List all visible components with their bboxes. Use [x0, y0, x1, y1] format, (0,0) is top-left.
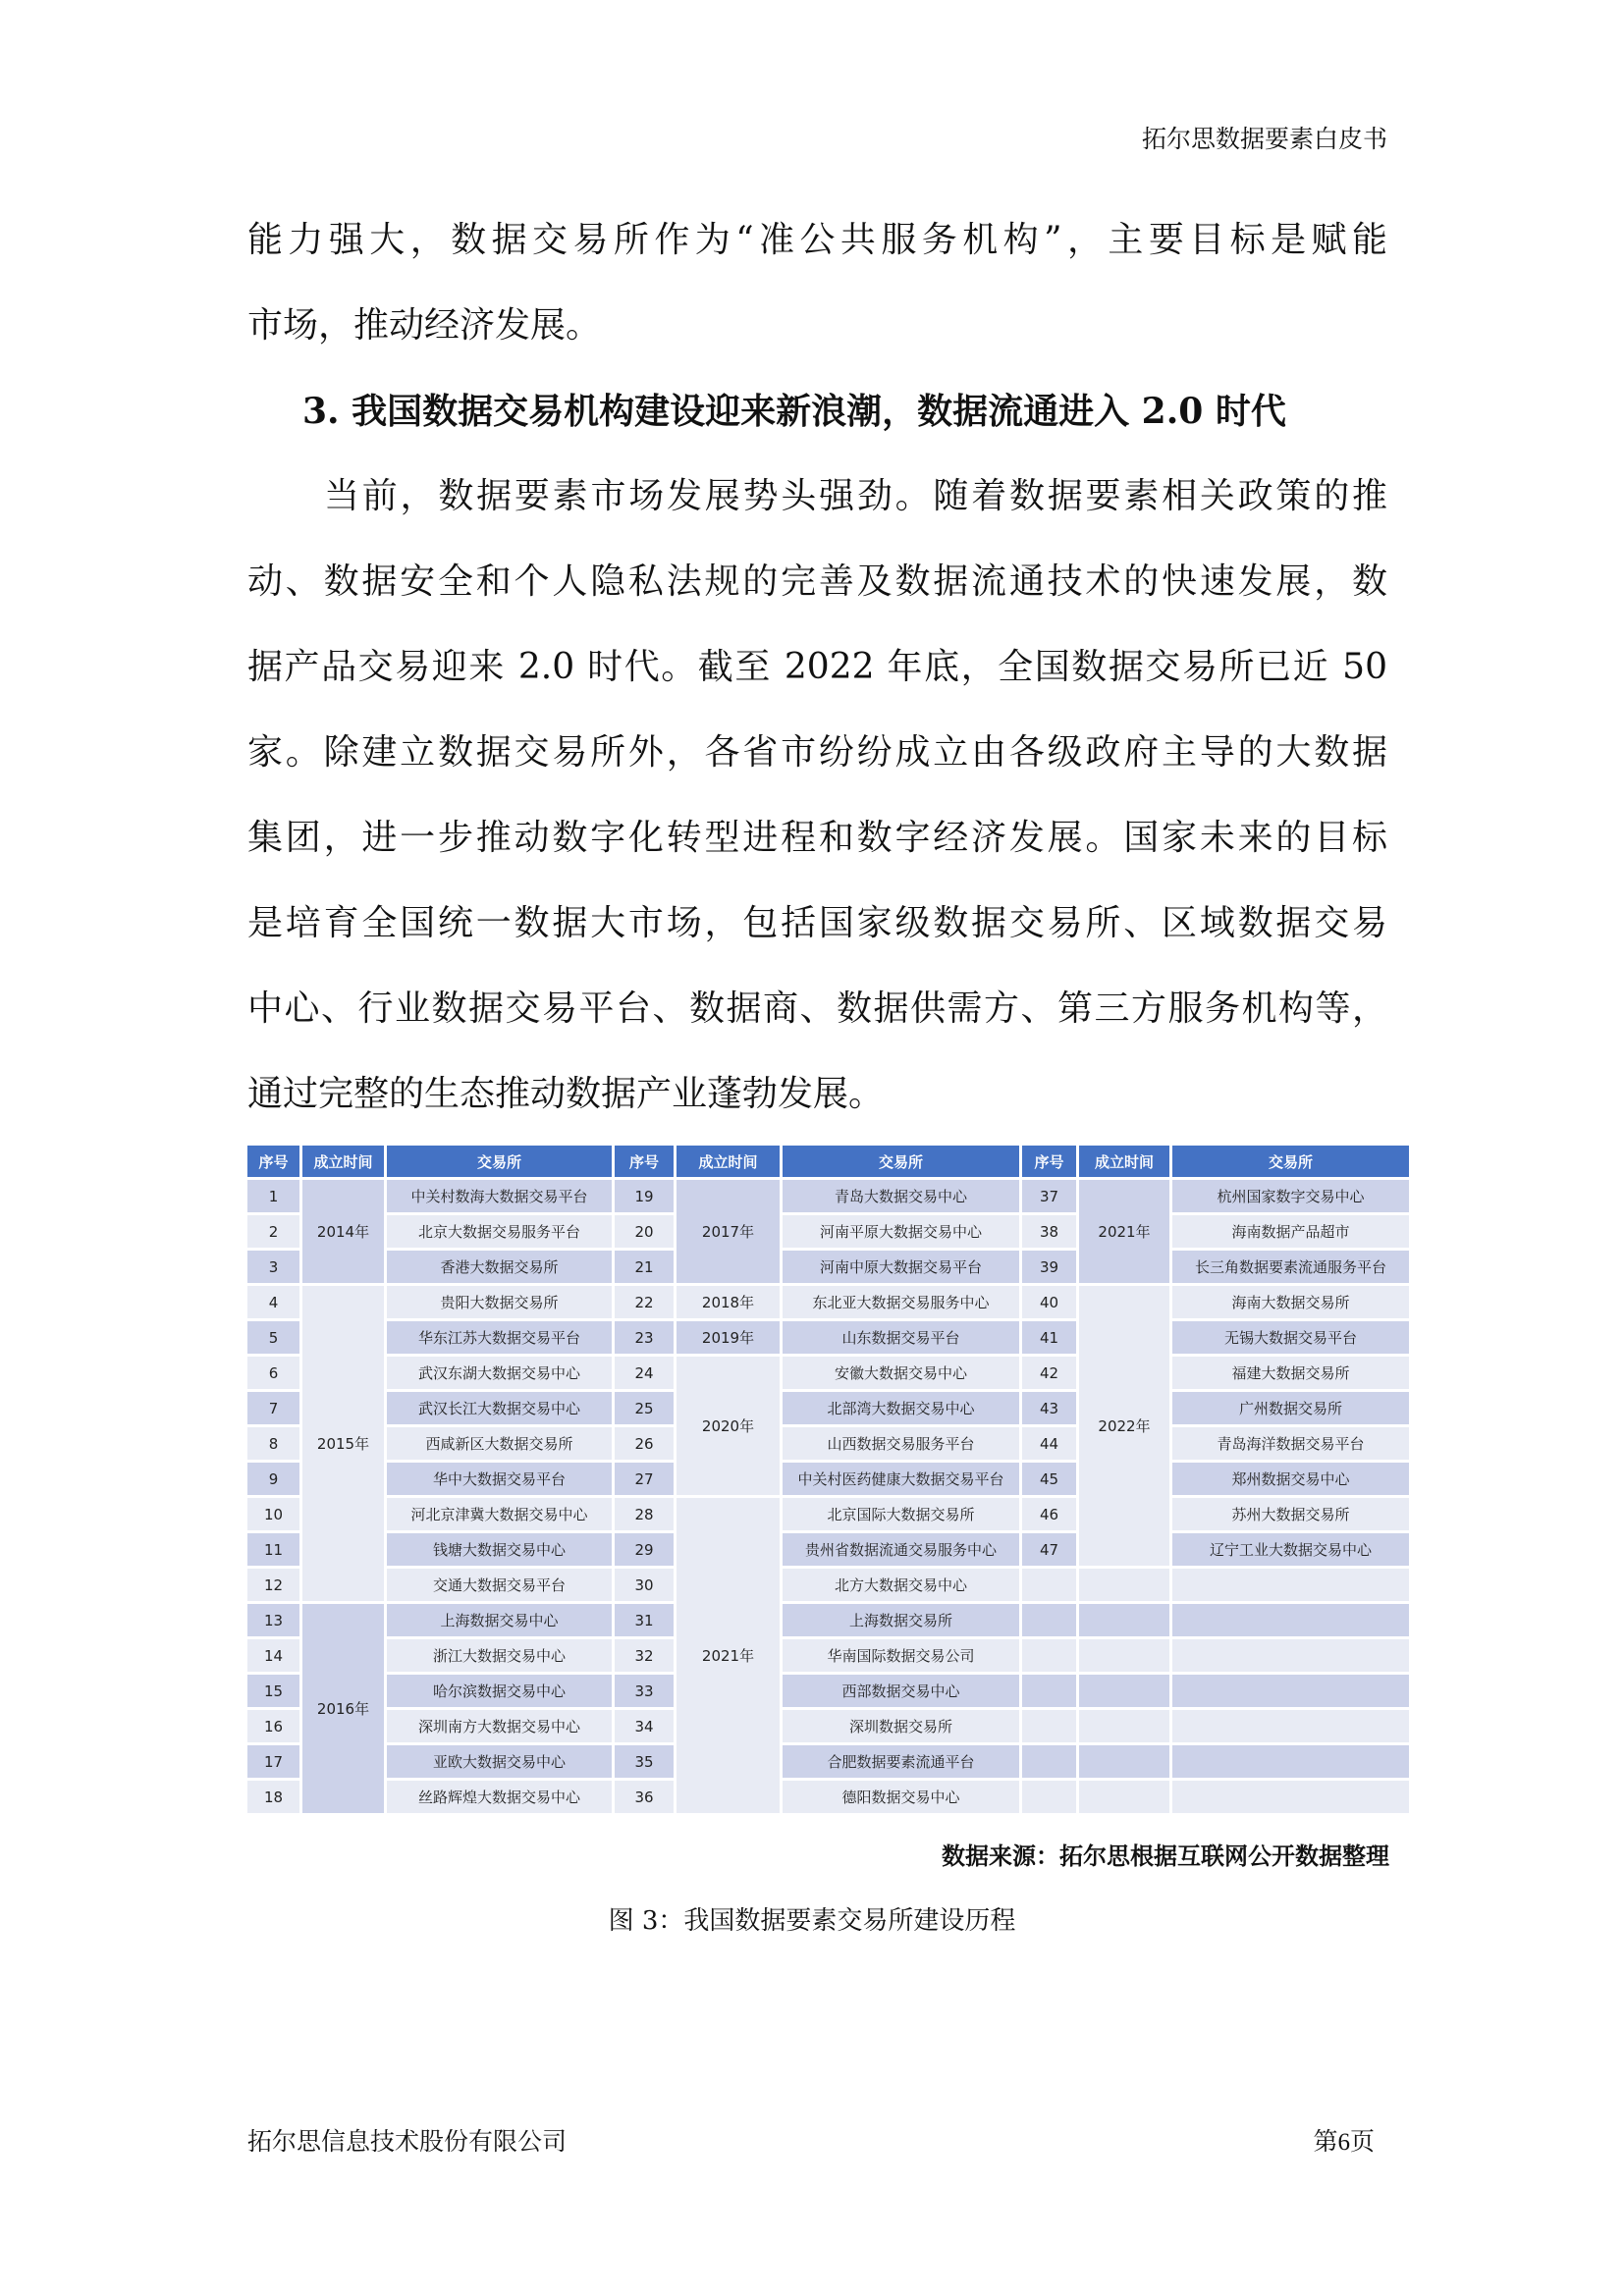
row-number: 6 [247, 1357, 299, 1389]
exchange-name: 海南大数据交易所 [1172, 1286, 1409, 1318]
exchange-name: 北部湾大数据交易中心 [783, 1392, 1019, 1424]
table-row [247, 1781, 1409, 1813]
paragraph-line: 市场，推动经济发展。 [247, 305, 602, 346]
founded-year: 2017年 [677, 1180, 780, 1283]
table-row [247, 1321, 1409, 1354]
header-no: 序号 [1022, 1146, 1076, 1177]
exchange-name: 安徽大数据交易中心 [783, 1357, 1019, 1389]
exchange-name: 长三角数据要素流通服务平台 [1172, 1251, 1409, 1283]
row-number: 19 [615, 1180, 674, 1212]
exchange-name: 浙江大数据交易中心 [387, 1639, 612, 1672]
founded-year-empty [1079, 1569, 1169, 1601]
exchange-name: 交通大数据交易平台 [387, 1569, 612, 1601]
exchange-name: 河南平原大数据交易中心 [783, 1215, 1019, 1248]
exchange-name: 合肥数据要素流通平台 [783, 1745, 1019, 1778]
row-number: 25 [615, 1392, 674, 1424]
exchange-name [1172, 1675, 1409, 1707]
paragraph-line: 是培育全国统一数据大市场，包括国家级数据交易所、区域数据交易 [247, 903, 1387, 943]
table-row [247, 1392, 1409, 1424]
row-number: 42 [1022, 1357, 1076, 1389]
exchange-name: 无锡大数据交易平台 [1172, 1321, 1409, 1354]
row-number: 40 [1022, 1286, 1076, 1318]
paragraph-line: 据产品交易迎来 2.0 时代。截至 2022 年底，全国数据交易所已近 50 [247, 647, 1387, 687]
row-number [1022, 1569, 1076, 1601]
exchange-name: 华中大数据交易平台 [387, 1463, 612, 1495]
exchange-name: 杭州国家数字交易中心 [1172, 1180, 1409, 1212]
header-exchange: 交易所 [1172, 1146, 1409, 1177]
row-number: 44 [1022, 1427, 1076, 1460]
table-row [247, 1357, 1409, 1389]
founded-year-empty [1079, 1604, 1169, 1636]
founded-year-empty [1079, 1710, 1169, 1742]
row-number: 27 [615, 1463, 674, 1495]
founded-year: 2021年 [1079, 1180, 1169, 1283]
row-number: 20 [615, 1215, 674, 1248]
row-number: 12 [247, 1569, 299, 1601]
exchange-name: 哈尔滨数据交易中心 [387, 1675, 612, 1707]
exchange-name: 华东江苏大数据交易平台 [387, 1321, 612, 1354]
founded-year: 2016年 [302, 1604, 384, 1813]
exchange-name: 中关村数海大数据交易平台 [387, 1180, 612, 1212]
table-row [247, 1569, 1409, 1601]
row-number: 45 [1022, 1463, 1076, 1495]
footer-company: 拓尔思信息技术股份有限公司 [247, 2129, 568, 2156]
row-number: 24 [615, 1357, 674, 1389]
row-number: 34 [615, 1710, 674, 1742]
header-no: 序号 [615, 1146, 674, 1177]
header-date: 成立时间 [677, 1146, 780, 1177]
header-exchange: 交易所 [387, 1146, 612, 1177]
paragraph-line: 家。除建立数据交易所外，各省市纷纷成立由各级政府主导的大数据 [247, 732, 1387, 773]
table-row [247, 1533, 1409, 1566]
header-exchange: 交易所 [783, 1146, 1019, 1177]
exchange-name [1172, 1639, 1409, 1672]
row-number: 33 [615, 1675, 674, 1707]
exchange-name: 亚欧大数据交易中心 [387, 1745, 612, 1778]
exchange-name: 青岛海洋数据交易平台 [1172, 1427, 1409, 1460]
paragraph-line: 通过完整的生态推动数据产业蓬勃发展。 [247, 1074, 885, 1114]
exchange-name: 北京大数据交易服务平台 [387, 1215, 612, 1248]
exchange-name [1172, 1745, 1409, 1778]
exchange-name: 中关村医药健康大数据交易平台 [783, 1463, 1019, 1495]
header-date: 成立时间 [302, 1146, 384, 1177]
founded-year: 2021年 [677, 1498, 780, 1813]
exchange-name: 山东数据交易平台 [783, 1321, 1019, 1354]
row-number: 7 [247, 1392, 299, 1424]
exchange-name [1172, 1569, 1409, 1601]
row-number: 29 [615, 1533, 674, 1566]
exchange-name: 深圳南方大数据交易中心 [387, 1710, 612, 1742]
table-row [247, 1463, 1409, 1495]
running-header: 拓尔思数据要素白皮书 [1141, 127, 1387, 153]
exchange-name: 香港大数据交易所 [387, 1251, 612, 1283]
row-number: 41 [1022, 1321, 1076, 1354]
exchange-name: 广州数据交易所 [1172, 1392, 1409, 1424]
exchange-name [1172, 1710, 1409, 1742]
exchange-name: 上海数据交易中心 [387, 1604, 612, 1636]
exchange-name: 海南数据产品超市 [1172, 1215, 1409, 1248]
row-number: 11 [247, 1533, 299, 1566]
table-header-row [247, 1146, 1409, 1177]
founded-year: 2022年 [1079, 1286, 1169, 1566]
table-row [247, 1675, 1409, 1707]
row-number: 17 [247, 1745, 299, 1778]
row-number [1022, 1604, 1076, 1636]
row-number: 28 [615, 1498, 674, 1530]
row-number: 46 [1022, 1498, 1076, 1530]
row-number: 9 [247, 1463, 299, 1495]
exchange-name: 北方大数据交易中心 [783, 1569, 1019, 1601]
paragraph-line: 能力强大，数据交易所作为“准公共服务机构”，主要目标是赋能 [247, 220, 1387, 260]
table-row [247, 1498, 1409, 1530]
exchange-name: 贵阳大数据交易所 [387, 1286, 612, 1318]
row-number: 23 [615, 1321, 674, 1354]
exchange-name: 苏州大数据交易所 [1172, 1498, 1409, 1530]
footer-page-number: 第6页 [1313, 2129, 1375, 2156]
row-number [1022, 1639, 1076, 1672]
row-number: 8 [247, 1427, 299, 1460]
exchange-name: 青岛大数据交易中心 [783, 1180, 1019, 1212]
row-number: 15 [247, 1675, 299, 1707]
exchange-name: 河南中原大数据交易平台 [783, 1251, 1019, 1283]
exchange-name: 德阳数据交易中心 [783, 1781, 1019, 1813]
exchange-name: 华南国际数据交易公司 [783, 1639, 1019, 1672]
row-number: 13 [247, 1604, 299, 1636]
exchange-name: 山西数据交易服务平台 [783, 1427, 1019, 1460]
exchange-name: 钱塘大数据交易中心 [387, 1533, 612, 1566]
row-number: 5 [247, 1321, 299, 1354]
exchange-name: 东北亚大数据交易服务中心 [783, 1286, 1019, 1318]
row-number [1022, 1781, 1076, 1813]
row-number: 3 [247, 1251, 299, 1283]
exchange-name: 河北京津冀大数据交易中心 [387, 1498, 612, 1530]
row-number: 26 [615, 1427, 674, 1460]
row-number [1022, 1675, 1076, 1707]
row-number: 31 [615, 1604, 674, 1636]
table-row [247, 1604, 1409, 1636]
paragraph-line: 中心、行业数据交易平台、数据商、数据供需方、第三方服务机构等， [247, 988, 1387, 1029]
row-number: 38 [1022, 1215, 1076, 1248]
exchange-name [1172, 1604, 1409, 1636]
row-number [1022, 1745, 1076, 1778]
row-number: 47 [1022, 1533, 1076, 1566]
row-number: 2 [247, 1215, 299, 1248]
exchange-name [1172, 1781, 1409, 1813]
exchange-name: 郑州数据交易中心 [1172, 1463, 1409, 1495]
section-heading: 3. 我国数据交易机构建设迎来新浪潮，数据流通进入 2.0 时代 [302, 391, 1286, 432]
exchange-name: 西咸新区大数据交易所 [387, 1427, 612, 1460]
founded-year-empty [1079, 1639, 1169, 1672]
row-number: 10 [247, 1498, 299, 1530]
table-row [247, 1215, 1409, 1248]
founded-year: 2015年 [302, 1286, 384, 1601]
body-text [247, 211, 1387, 1150]
row-number: 4 [247, 1286, 299, 1318]
table-row [247, 1710, 1409, 1742]
founded-year-empty [1079, 1781, 1169, 1813]
exchange-name: 辽宁工业大数据交易中心 [1172, 1533, 1409, 1566]
table-row [247, 1639, 1409, 1672]
header-no: 序号 [247, 1146, 299, 1177]
row-number: 16 [247, 1710, 299, 1742]
exchange-history-table [244, 1143, 1412, 1816]
row-number: 14 [247, 1639, 299, 1672]
row-number [1022, 1710, 1076, 1742]
figure-caption: 图 3：我国数据要素交易所建设历程 [608, 1906, 1016, 1936]
table-row [247, 1427, 1409, 1460]
exchange-name: 贵州省数据流通交易服务中心 [783, 1533, 1019, 1566]
table-row [247, 1745, 1409, 1778]
row-number: 39 [1022, 1251, 1076, 1283]
table-row [247, 1251, 1409, 1283]
row-number: 36 [615, 1781, 674, 1813]
paragraph-line: 当前，数据要素市场发展势头强劲。随着数据要素相关政策的推 [324, 476, 1387, 516]
founded-year-empty [1079, 1675, 1169, 1707]
table-row [247, 1286, 1409, 1318]
row-number: 35 [615, 1745, 674, 1778]
paragraph-line: 动、数据安全和个人隐私法规的完善及数据流通技术的快速发展，数 [247, 561, 1387, 602]
row-number: 18 [247, 1781, 299, 1813]
founded-year-empty [1079, 1745, 1169, 1778]
row-number: 21 [615, 1251, 674, 1283]
founded-year: 2014年 [302, 1180, 384, 1283]
row-number: 43 [1022, 1392, 1076, 1424]
founded-year: 2019年 [677, 1321, 780, 1354]
founded-year: 2018年 [677, 1286, 780, 1318]
row-number: 32 [615, 1639, 674, 1672]
exchange-name: 西部数据交易中心 [783, 1675, 1019, 1707]
exchange-name: 福建大数据交易所 [1172, 1357, 1409, 1389]
table-row [247, 1180, 1409, 1212]
exchange-name: 上海数据交易所 [783, 1604, 1019, 1636]
row-number: 37 [1022, 1180, 1076, 1212]
exchange-name: 深圳数据交易所 [783, 1710, 1019, 1742]
exchange-name: 武汉东湖大数据交易中心 [387, 1357, 612, 1389]
row-number: 22 [615, 1286, 674, 1318]
exchange-name: 北京国际大数据交易所 [783, 1498, 1019, 1530]
exchange-name: 丝路辉煌大数据交易中心 [387, 1781, 612, 1813]
paragraph-line: 集团，进一步推动数字化转型进程和数字经济发展。国家未来的目标 [247, 818, 1387, 858]
exchange-name: 武汉长江大数据交易中心 [387, 1392, 612, 1424]
header-date: 成立时间 [1079, 1146, 1169, 1177]
founded-year: 2020年 [677, 1357, 780, 1495]
data-source-note: 数据来源：拓尔思根据互联网公开数据整理 [942, 1842, 1389, 1870]
row-number: 30 [615, 1569, 674, 1601]
row-number: 1 [247, 1180, 299, 1212]
